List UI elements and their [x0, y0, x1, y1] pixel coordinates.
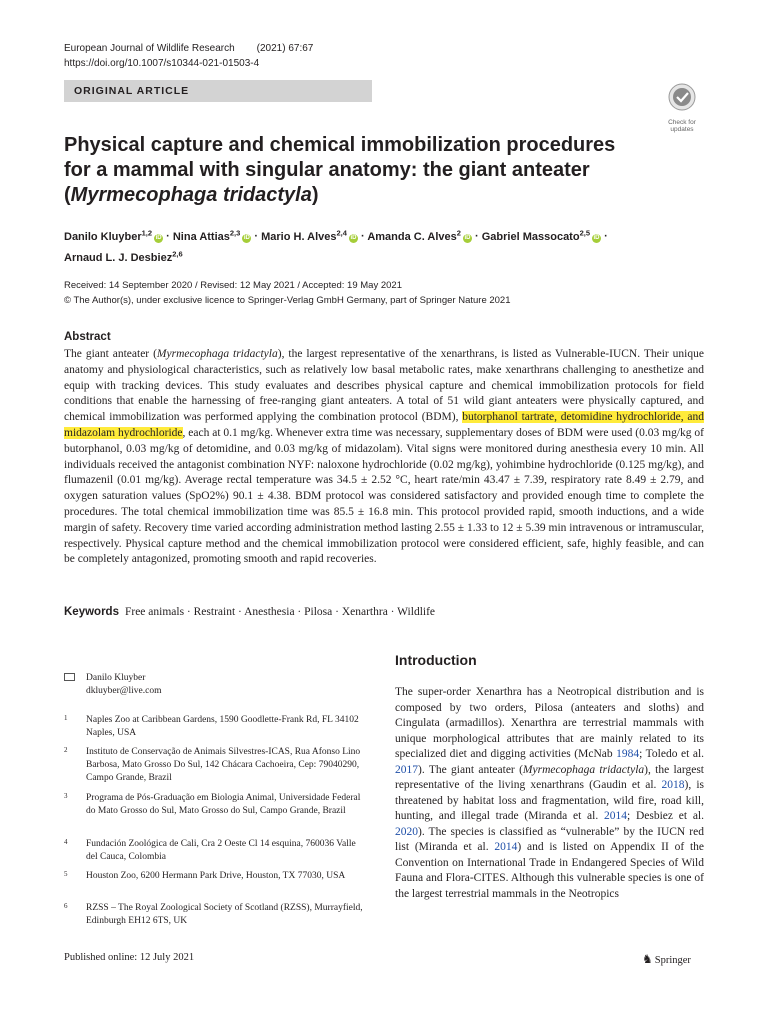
intro-text-part: The super-order Xenarthra has a Neotropical distribution and is composed by two orders, Pilosa (anteaters and sloths) and Cingulata (armadillos). Xenarthra are terrestrial mammals with unique morphological attributes that are mainly related to its specialized diet and digging activities (McNab — [395, 686, 704, 760]
author[interactable] — [261, 228, 358, 243]
affiliation-number: 2 — [64, 746, 68, 754]
publisher-logo — [642, 952, 691, 967]
journal-volume: (2021) 67:67 — [256, 43, 314, 54]
intro-text-part: ), the largest representative of the living xenarthrans (Gaudin et al. — [395, 763, 705, 791]
affiliation-number: 5 — [64, 870, 68, 878]
abstract-text-part: The giant anteater ( — [64, 348, 157, 360]
orcid-icon[interactable]: iD — [593, 234, 600, 241]
affiliation-text: Naples Zoo at Caribbean Gardens, 1590 Goodlette-Frank Rd, FL 34102 Naples, USA — [86, 715, 359, 738]
check-for-updates-badge[interactable] — [661, 83, 703, 133]
article-history — [64, 278, 511, 308]
author-name: Nina Attias — [172, 230, 230, 243]
author-affiliation-sup: 2,3 — [229, 228, 241, 237]
journal-citation-line — [64, 41, 313, 56]
affiliation-text: Fundación Zoológica de Cali, Cra 2 Oeste Cl 14 esquina, 760036 Valle del Cauca, Colombia — [86, 839, 356, 862]
author[interactable] — [367, 228, 472, 243]
affiliation-number: 1 — [64, 714, 68, 722]
citation-link[interactable]: 2020 — [395, 825, 418, 838]
copyright-notice: © The Author(s), under exclusive licence to Springer-Verlag GmbH Germany, part of Springer Nature 2021 — [64, 295, 511, 306]
affiliation-number: 4 — [64, 838, 68, 846]
highlighted-text[interactable]: butorphanol tartrate, detomidine hydrochloride, and midazolam hydrochloride — [64, 411, 705, 439]
intro-text-part: ; Desbiez et al. — [626, 810, 704, 822]
author[interactable] — [64, 228, 163, 243]
citation-link[interactable]: 1984 — [616, 748, 640, 760]
citation-link[interactable]: 2018 — [661, 779, 685, 791]
doi-link[interactable]: https://doi.org/10.1007/s10344-021-01503-4 — [64, 58, 260, 69]
author-name: Amanda C. Alves — [367, 230, 457, 243]
intro-text-part: ). The species is classified as “vulnerable” by the IUCN red list (Miranda et al. — [395, 825, 704, 853]
title-paren-open: ( — [64, 184, 71, 206]
introduction-heading: Introduction — [395, 652, 477, 668]
title-species: Myrmecophaga tridactyla — [70, 184, 312, 206]
keywords-list: Free animals · Restraint · Anesthesia · Pilosa · Xenarthra · Wildlife — [124, 606, 436, 618]
author[interactable] — [64, 249, 183, 265]
affiliation-text: RZSS – The Royal Zoological Society of Scotland (RZSS), Murrayfield, Edinburgh EH12 6TS, UK — [86, 903, 363, 926]
author-name: Arnaud L. J. Desbiez — [64, 252, 173, 265]
abstract-text-part: ), the largest representative of the xenarthrans, is listed as Vulnerable-IUCN. Their unique anatomy and physiological characteristics, such as relatively low basal metabolic rates, make xenarthrans challenging to anesthetize and equip with tracking devices. This study evaluates and describes physical capture and chemical immobilization protocols for field conditions that enable the harnessing of free-ranging giant anteaters. A total of 51 wild giant anteaters were physically captured, and chemical immobilization was performed applying the combination protocol (BDM), — [64, 348, 704, 424]
author-affiliation-sup: 2,6 — [172, 249, 183, 259]
crossmark-label-line1: Check for — [668, 119, 696, 126]
title-paren-close: ) — [311, 184, 319, 206]
intro-species-name: Myrmecophaga tridactyla — [522, 763, 645, 776]
author-list: Danilo Kluyber$^{1,2}$iD · Nina Attias$^{2,3}$iD · Mario H. Alves$^{2,4}$iD · Amanda C. Alves$^2$iD · Gabriel Massocato$^{2,5}$iD · Arnaud L. J. Desbiez$^{2,6}$ — [64, 228, 608, 265]
citation-link[interactable]: 2014 — [603, 810, 627, 822]
keywords-label: Keywords — [64, 606, 119, 618]
intro-text-part: ), is threatened by habitat loss and fragmentation, wild fire, road kill, hunting, and illegal trade (Miranda et al. — [395, 779, 705, 822]
author-affiliation-sup: 1,2 — [141, 228, 153, 237]
affiliation — [64, 902, 364, 928]
introduction-text — [395, 685, 704, 902]
abstract-text-part: , each at 0.1 mg/kg. Whenever extra time was necessary, supplementary doses of BDM were used (0.03 mg/kg of butorphanol, 0.03 mg/kg of detomidine, and 0.03 mg/kg of midazolam). Vital signs were monitored during anesthesia every 10 min. All individuals received the antagonist combination NYF: naloxone hydrochloride (0.02 mg/kg), yohimbine hydrochloride (0.125 mg/kg), and flumazenil (0.01 mg/kg). Average rectal temperature was 34.5 ± 2.52 °C, heart rate/min 43.47 ± 7.39, respiratory rate 8.49 ± 2.79, and oxygen saturation values (SpO2%) 90.1 ± 4.38. BDM protocol was considered satisfactory and provided enough time to complete the procedures. The total chemical immobilization time was 85.5 ± 16.8 min. This protocol provided rapid, smooth inductions, and a wide margin of safety. Recovery time varied according administration method lasting 2.55 ± 1.33 to 12 ± 5.39 min intravenous or intramuscular, respectively. Physical capture method and the chemical immobilization protocol were considered efficient, safe, highly feasible, and can be completely antagonized, promoting smooth and rapid recoveries. — [64, 426, 704, 566]
author-affiliation-sup: 2,4 — [336, 228, 347, 237]
citation-link[interactable]: 2017 — [395, 763, 418, 776]
affiliation — [64, 746, 364, 785]
orcid-icon[interactable]: iD — [350, 234, 357, 241]
crossmark-label-line2: updates — [670, 126, 694, 133]
abstract-heading: Abstract — [64, 331, 111, 343]
author-name: Mario H. Alves — [261, 230, 337, 243]
journal-header — [64, 41, 313, 71]
title-line-1: Physical capture and chemical immobilization procedures — [64, 134, 616, 156]
affiliation-text: Instituto de Conservação de Animais Silvestres-ICAS, Rua Afonso Lino Barbosa, Mato Grosso Do Sul, 142 Chácara Cachoeira, Cep: 79040290, Campo Grande, Brazil — [86, 747, 361, 783]
orcid-icon[interactable]: iD — [243, 234, 250, 241]
published-online-date: Published online: 12 July 2021 — [64, 952, 195, 963]
author-affiliation-sup: 2,5 — [579, 228, 591, 237]
keywords-line — [64, 604, 435, 620]
author[interactable] — [481, 228, 601, 243]
author[interactable] — [172, 228, 251, 243]
history-dates: Received: 14 September 2020 / Revised: 12 May 2021 / Accepted: 19 May 2021 — [64, 280, 402, 291]
abstract-species-name: Myrmecophaga tridactyla — [156, 348, 278, 360]
article-title — [64, 133, 684, 208]
author-name: Gabriel Massocato — [481, 230, 580, 243]
crossmark-icon — [661, 83, 703, 113]
orcid-icon[interactable]: iD — [464, 234, 471, 241]
envelope-icon — [64, 673, 75, 681]
intro-text-part: ) and is listed on Appendix II of the Convention on International Trade in Endangered Species of Wild Fauna and Flora-CITES. Although this vulnerable species is one of the largest terrestrial mammals in the Neotropics — [395, 841, 704, 900]
affiliation-text: Programa de Pós-Graduação em Biologia Animal, Universidade Federal do Mato Grosso do Sul, Mato Grosso do Sul, Campo Grande, Brazil — [86, 793, 361, 816]
orcid-icon[interactable]: iD — [155, 234, 162, 241]
citation-link[interactable]: 2014 — [494, 841, 518, 853]
affiliation-text: Houston Zoo, 6200 Hermann Park Drive, Houston, TX 77030, USA — [86, 871, 346, 881]
correspondence-block — [64, 672, 364, 698]
abstract-text — [64, 347, 704, 568]
corresponding-author-name: Danilo Kluyber — [86, 673, 146, 683]
abstract-section — [64, 328, 704, 568]
affiliation — [64, 792, 364, 818]
publisher-name: Springer — [654, 955, 691, 966]
affiliation — [64, 870, 364, 883]
corresponding-author-email[interactable]: dkluyber@live.com — [86, 686, 162, 696]
affiliation — [64, 714, 364, 740]
springer-horse-icon: ♞ — [642, 952, 653, 966]
journal-name: European Journal of Wildlife Research — [64, 43, 235, 54]
affiliation — [64, 838, 364, 864]
affiliation-number: 3 — [64, 792, 68, 800]
title-line-2: for a mammal with singular anatomy: the giant anteater — [64, 159, 590, 181]
affiliation-number: 6 — [64, 902, 68, 910]
intro-text-part: ). The giant anteater ( — [418, 763, 523, 776]
author-affiliation-sup: 2 — [456, 228, 461, 237]
intro-text-part: ; Toledo et al. — [639, 748, 705, 760]
article-type-banner: ORIGINAL ARTICLE — [64, 80, 372, 102]
author-name: Danilo Kluyber — [64, 230, 142, 243]
